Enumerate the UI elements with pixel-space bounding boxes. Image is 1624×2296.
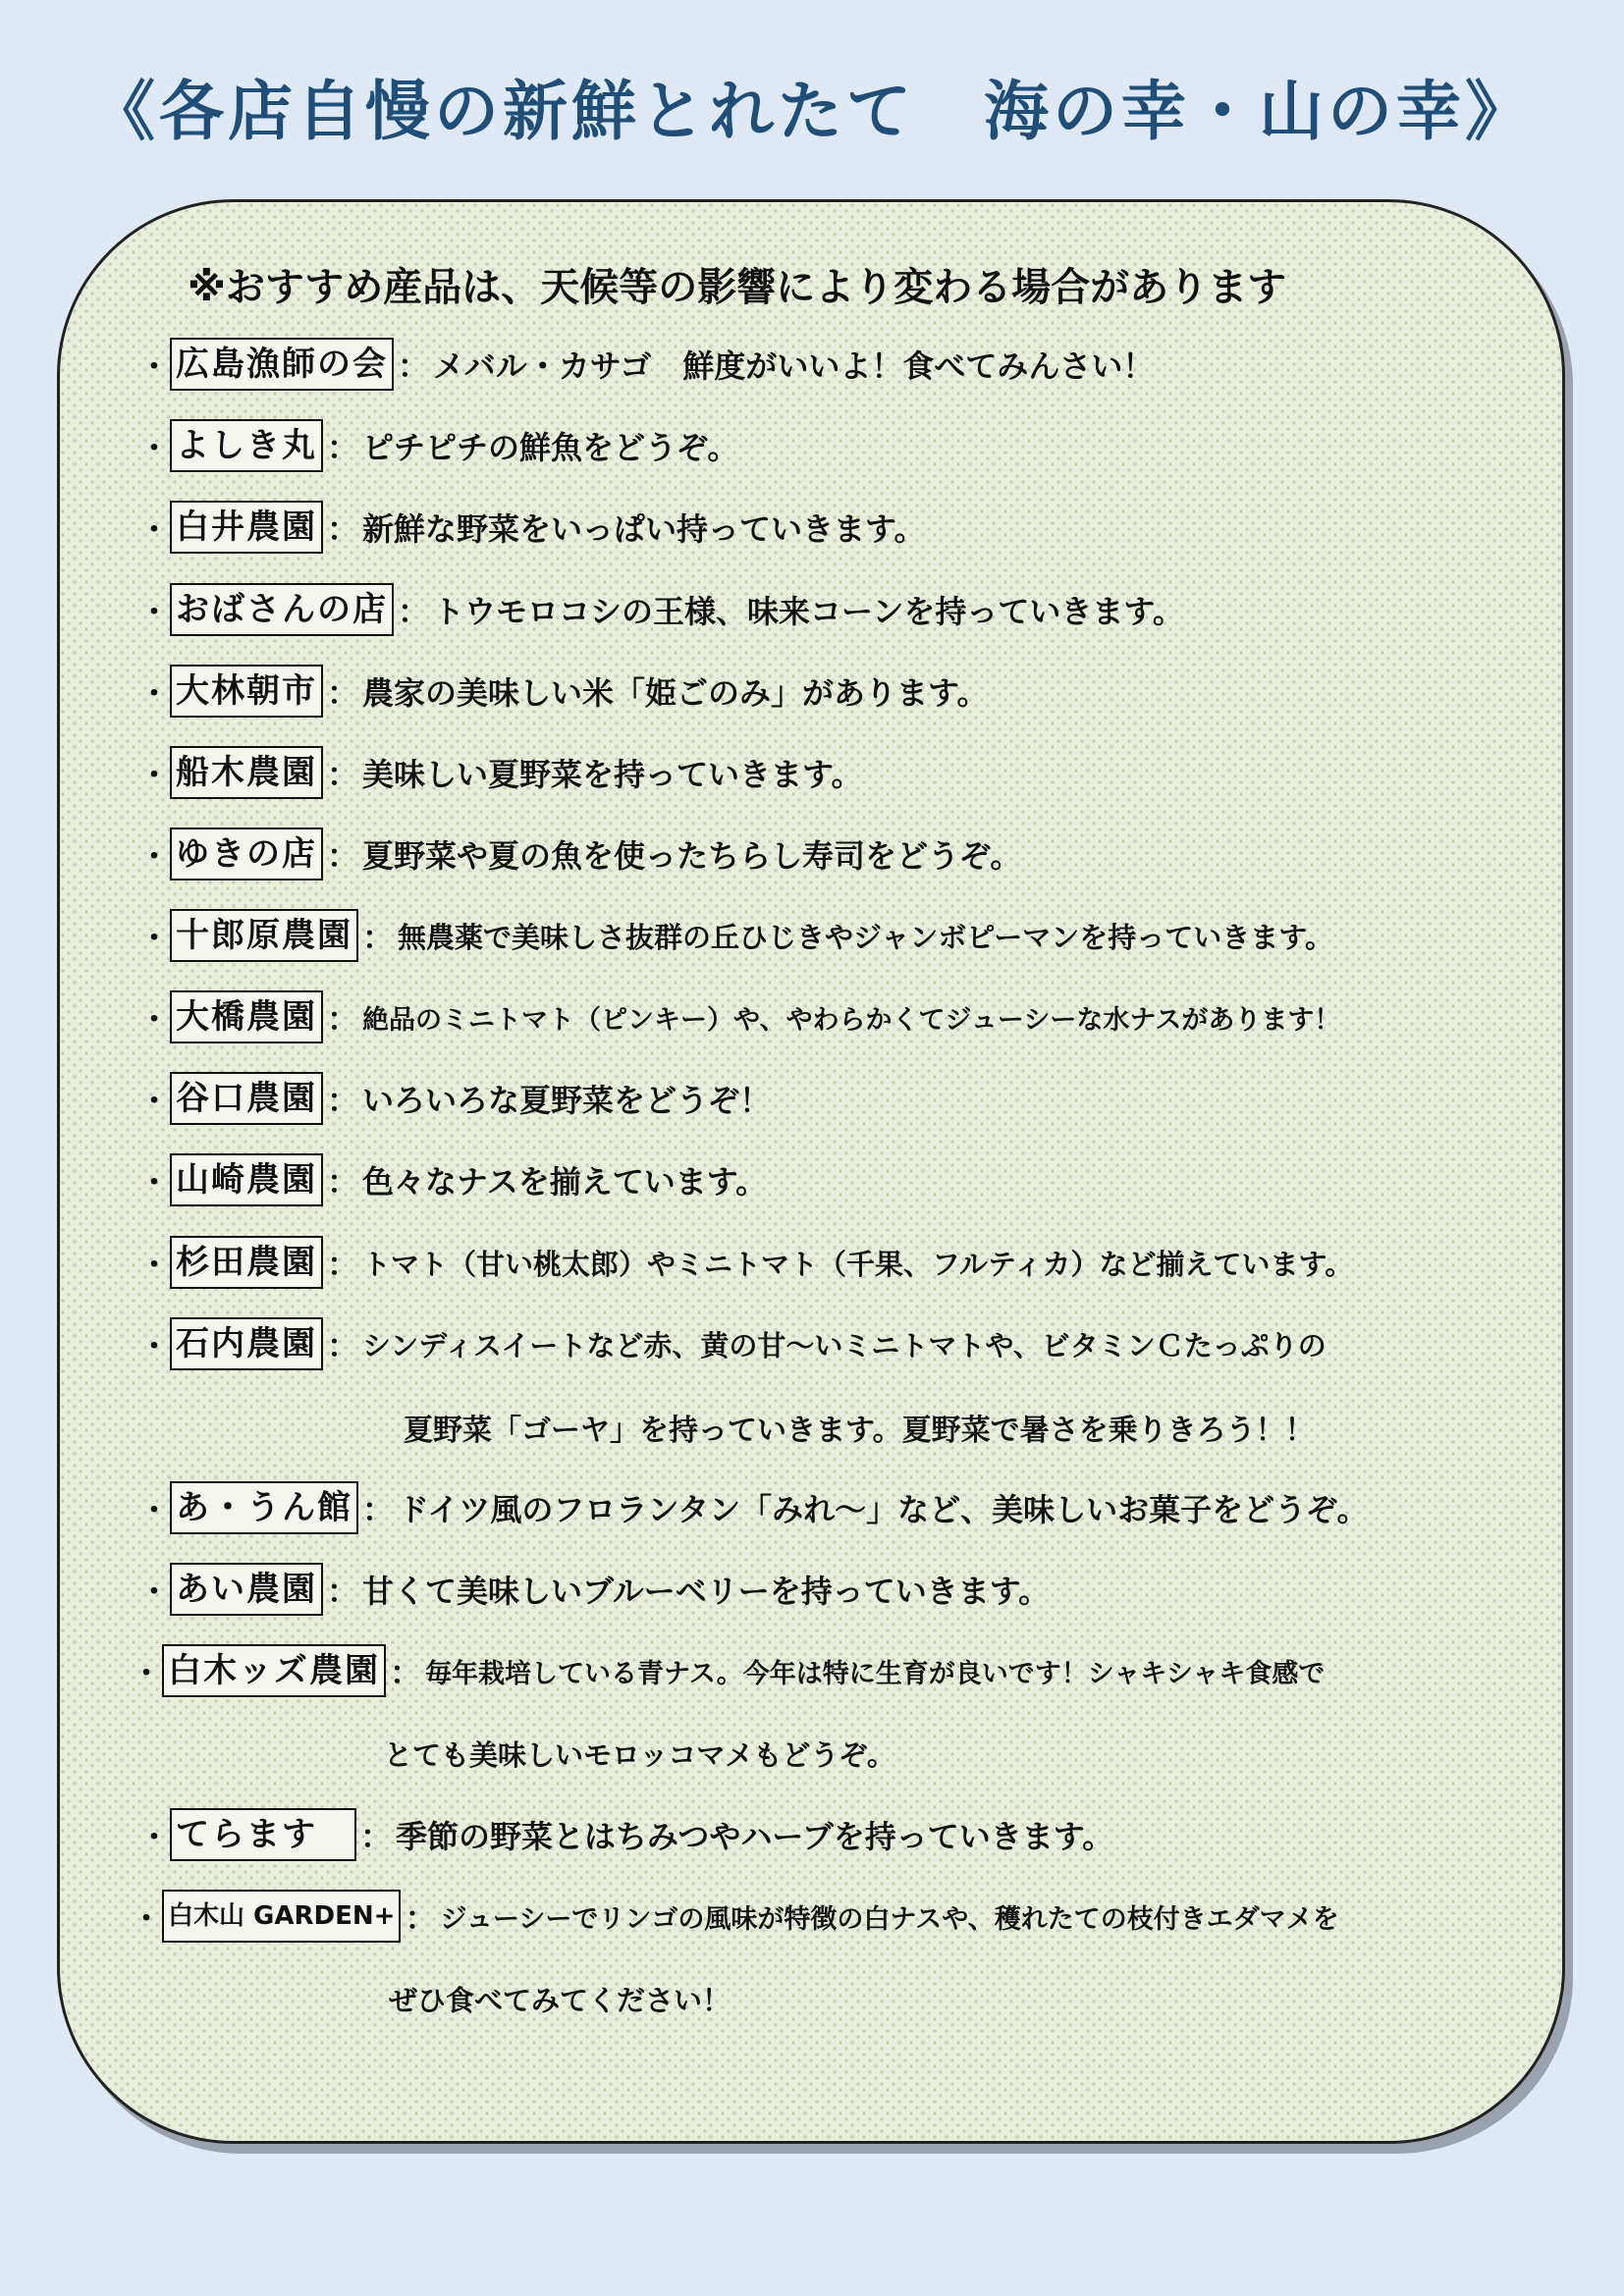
shop-name: 石内農園: [170, 1317, 323, 1370]
separator: ：: [327, 1327, 359, 1364]
shop-description: 農家の美味しい米「姫ごのみ」があります。: [362, 674, 989, 712]
separator: ：: [327, 1246, 359, 1283]
shop-description: 甘くて美味しいブルーベリーを持っていきます。: [362, 1573, 1051, 1610]
separator: ：: [327, 1000, 359, 1038]
shop-name: 大林朝市: [170, 665, 323, 718]
shop-description: 季節の野菜とはちみつやハーブを持っていきます。: [396, 1818, 1114, 1855]
bullet: ・: [139, 922, 169, 956]
bullet: ・: [139, 1166, 169, 1201]
shop-name: 船木農園: [170, 746, 323, 799]
bullet: ・: [139, 1003, 169, 1038]
list-item: [138, 1560, 1050, 1619]
shop-description: メバル・カサゴ 鮮度がいいよ！食べてみんさい！: [433, 347, 1155, 385]
shop-description: 色々なナスを揃えています。: [362, 1163, 768, 1201]
separator: ：: [362, 919, 395, 956]
list-item: [138, 1314, 1326, 1373]
shop-description: 毎年栽培している青ナス。今年は特に生育が良いです！シャキシャキ食感で: [425, 1658, 1326, 1689]
shop-description-continued: ぜひ食べてみてください！: [389, 1984, 731, 2017]
shop-description: 絶品のミニトマト（ピンキー）や、やわらかくてジューシーな水ナスがあります！: [362, 1004, 1341, 1036]
list-item: [138, 416, 738, 475]
shop-description: ピチピチの鮮魚をどうぞ。: [362, 429, 739, 466]
separator: ：: [398, 347, 430, 385]
separator: ：: [360, 1818, 393, 1855]
shop-description: シンディスイートなど赤、黄の甘～いミニトマトや、ビタミンＣたっぷりの: [362, 1328, 1326, 1362]
shop-description: 夏野菜や夏の魚を使ったちらし寿司をどうぞ。: [362, 837, 1022, 875]
shop-name: 大橋農園: [170, 990, 323, 1043]
shop-name: 白木ッズ農園: [162, 1644, 386, 1697]
bullet: ・: [139, 1085, 169, 1119]
list-item: [138, 335, 1154, 394]
shop-name: あい農園: [170, 1563, 323, 1616]
separator: ：: [327, 1163, 359, 1201]
shop-description: ドイツ風のフロランタン「みれ～」など、美味しいお菓子をどうぞ。: [398, 1491, 1369, 1528]
shop-name: 谷口農園: [170, 1072, 323, 1125]
bullet: ・: [139, 840, 169, 875]
shop-description: 新鮮な野菜をいっぱい持っていきます。: [362, 510, 926, 548]
shop-name: 杉田農園: [170, 1236, 323, 1289]
shop-name: 白井農園: [170, 501, 323, 554]
list-item: [138, 1069, 771, 1128]
bullet: ・: [139, 596, 169, 630]
separator: ：: [362, 1491, 395, 1528]
shop-name: 白木山 GARDEN+: [162, 1890, 401, 1943]
list-item: [138, 1150, 767, 1209]
bullet: ・: [139, 513, 169, 548]
bullet: ・: [139, 1494, 169, 1528]
shop-name: おばさんの店: [170, 583, 394, 636]
bullet: ・: [132, 1657, 161, 1691]
shop-description: トマト（甘い桃太郎）やミニトマト（千果、フルティカ）など揃えています。: [362, 1247, 1354, 1281]
bullet: ・: [132, 1902, 161, 1937]
shop-name: よしき丸: [170, 419, 323, 472]
shop-name: あ・うん館: [170, 1481, 358, 1534]
bullet: ・: [139, 350, 169, 385]
list-item: [138, 1478, 1369, 1537]
shop-description-continued: 夏野菜「ゴーヤ」を持っていきます。夏野菜で暑さを乗りきろう！！: [404, 1414, 1315, 1448]
list-item: [138, 906, 1333, 965]
bullet: ・: [139, 1575, 169, 1610]
shop-description: 美味しい夏野菜を持っていきます。: [362, 756, 863, 793]
list-item: [138, 1233, 1353, 1292]
list-item: [138, 498, 925, 557]
separator: ：: [327, 1573, 359, 1610]
list-item: [131, 1641, 1325, 1700]
separator: ：: [327, 674, 359, 712]
shop-description: ジューシーでリンゴの風味が特徴の白ナスや、穫れたての枝付きエダマメを: [440, 1903, 1339, 1935]
shop-description: いろいろな夏野菜をどうぞ！: [362, 1082, 772, 1119]
bullet: ・: [139, 1821, 169, 1855]
shop-name: 十郎原農園: [170, 909, 358, 962]
bullet: ・: [139, 432, 169, 466]
shop-name: 山崎農園: [170, 1153, 323, 1206]
list-item: [138, 988, 1340, 1046]
shop-description: トウモロコシの王様、味来コーンを持っていきます。: [433, 593, 1184, 630]
list-item: [138, 825, 1021, 883]
list-item: [138, 743, 862, 802]
list-item: [138, 580, 1184, 639]
content-panel: [57, 199, 1565, 2144]
bullet: ・: [139, 677, 169, 712]
separator: ：: [405, 1899, 437, 1937]
shop-description-continued: とても美味しいモロッコマメもどうぞ。: [384, 1738, 895, 1772]
shop-name: 広島漁師の会: [170, 338, 394, 391]
list-item: [138, 1805, 1113, 1864]
separator: ：: [327, 1082, 359, 1119]
separator: ：: [327, 510, 359, 548]
separator: ：: [398, 593, 430, 630]
shop-name: ゆきの店: [170, 828, 323, 881]
list-item: [138, 662, 988, 721]
separator: ：: [327, 756, 359, 793]
separator: ：: [327, 837, 359, 875]
bullet: ・: [139, 759, 169, 793]
shop-description: 無農薬で美味しさ抜群の丘ひじきやジャンボピーマンを持っていきます。: [398, 920, 1333, 954]
bullet: ・: [139, 1249, 169, 1283]
bullet: ・: [139, 1330, 169, 1364]
shop-name: てらます: [170, 1808, 356, 1861]
page-title: 《各店自慢の新鮮とれたて 海の幸・山の幸》: [90, 74, 1534, 149]
notice-text: ※おすすめ産品は、天候等の影響により変わる場合があります: [188, 265, 1287, 310]
separator: ：: [327, 429, 359, 466]
separator: ：: [390, 1654, 422, 1691]
list-item: [131, 1887, 1339, 1946]
